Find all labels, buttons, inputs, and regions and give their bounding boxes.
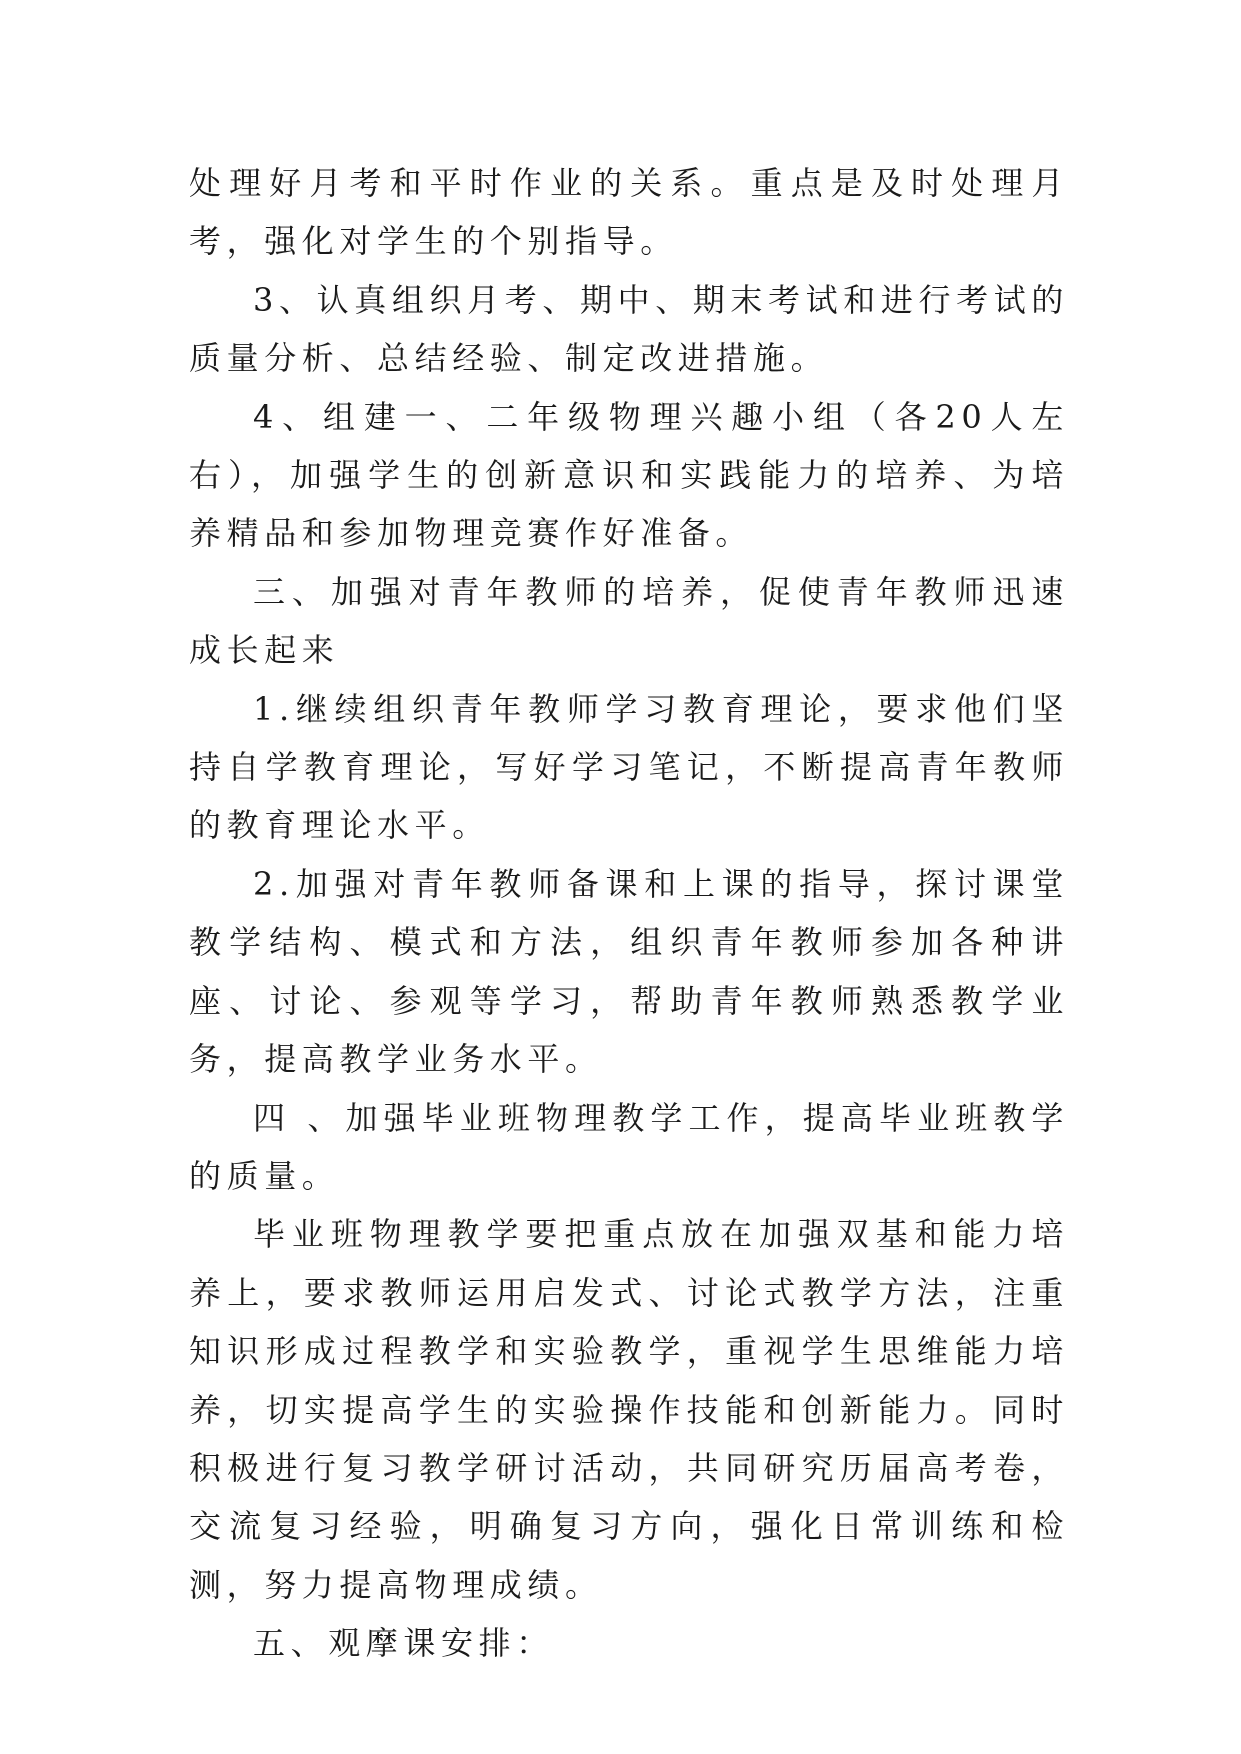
- section-heading-3: 三、加强对青年教师的培养，促使青年教师迅速成长起来: [189, 572, 1069, 670]
- paragraph-2: 3、认真组织月考、期中、期末考试和进行考试的质量分析、总结经验、制定改进措施。: [189, 280, 1069, 378]
- document-body: [189, 154, 1069, 1673]
- paragraph-3: 4、组建一、二年级物理兴趣小组（各20人左右），加强学生的创新意识和实践能力的培养、为培养精品和参加物理竞赛作好准备。: [189, 397, 1069, 553]
- paragraph-8: 毕业班物理教学要把重点放在加强双基和能力培养上，要求教师运用启发式、讨论式教学方法，注重知识形成过程教学和实验教学，重视学生思维能力培养，切实提高学生的实验操作技能和创新能力。同时积极进行复习教学研讨活动，共同研究历届高考卷，交流复习经验，明确复习方向，强化日常训练和检测，努力提高物理成绩。: [189, 1215, 1069, 1604]
- paragraph-5: 1.继续组织青年教师学习教育理论，要求他们坚持自学教育理论，写好学习笔记，不断提高青年教师的教育理论水平。: [189, 689, 1069, 845]
- paragraph-1: 处理好月考和平时作业的关系。重点是及时处理月考，强化对学生的个别指导。: [189, 164, 1069, 261]
- section-heading-5: 五、观摩课安排：: [253, 1624, 554, 1663]
- paragraph-6: 2.加强对青年教师备课和上课的指导，探讨课堂教学结构、模式和方法，组织青年教师参加各种讲座、讨论、参观等学习，帮助青年教师熟悉教学业务，提高教学业务水平。: [189, 864, 1069, 1079]
- section-heading-4: 四 、加强毕业班物理教学工作，提高毕业班教学的质量。: [189, 1098, 1069, 1195]
